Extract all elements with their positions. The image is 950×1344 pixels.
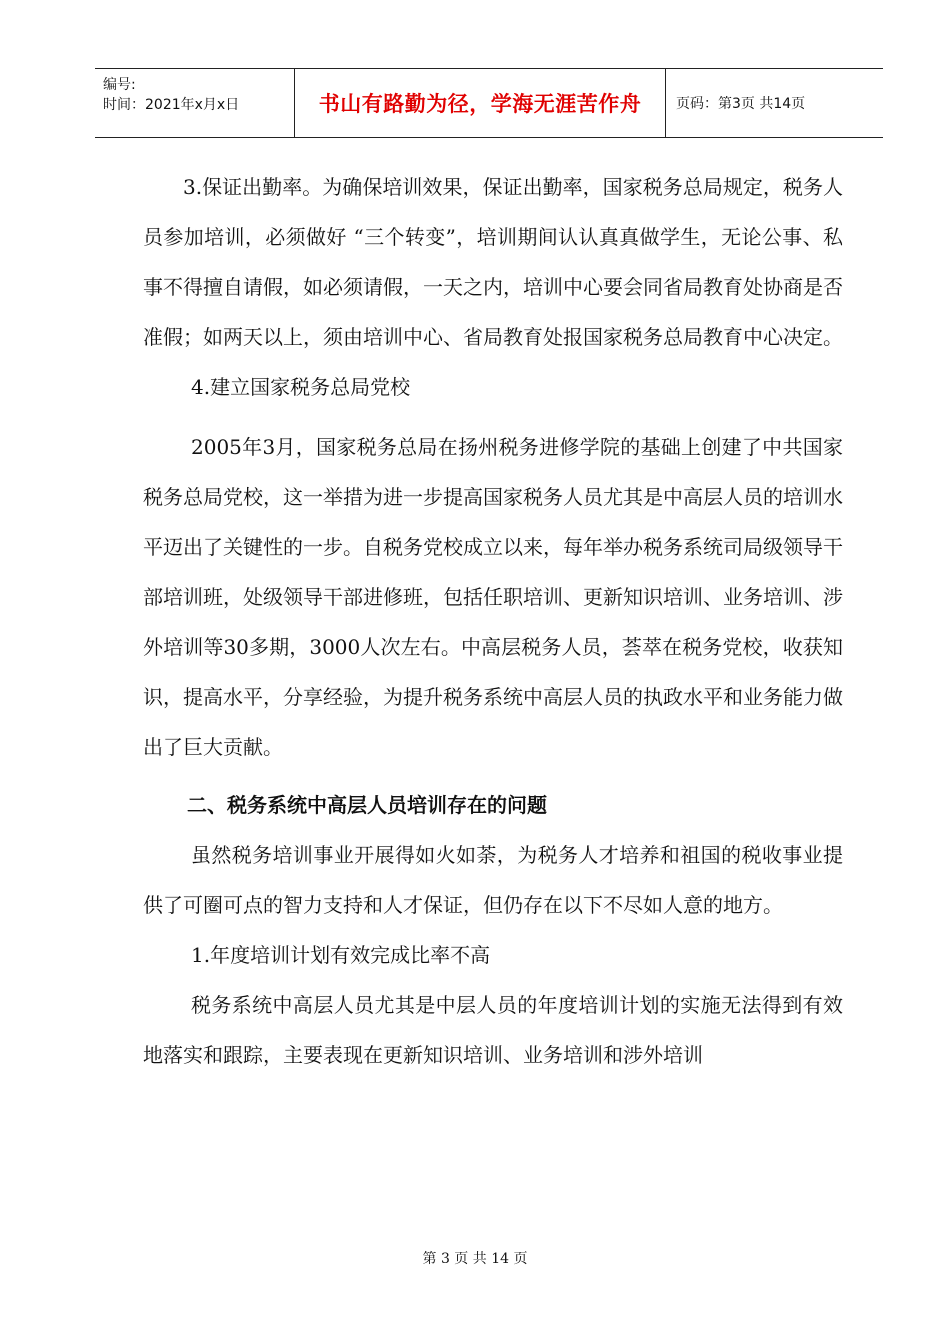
header-meta-cell — [95, 69, 295, 137]
paragraph-problems-intro: 虽然税务培训事业开展得如火如荼，为税务人才培养和祖国的税收事业提供了可圈可点的智力支持和人才保证，但仍存在以下不尽如人意的地方。 — [143, 843, 843, 917]
paragraph-attendance: 3.保证出勤率。为确保培训效果，保证出勤率，国家税务总局规定，税务人员参加培训，必须做好 “三个转变”，培训期间认认真真做学生，无论公事、私事不得擅自请假，如必须请假，一天之内，培训中心要会同省局教育处协商是否准假；如两天以上，须由培训中心、省局教育处报国家税务总局教育中心决定。 — [143, 175, 843, 349]
page-header — [95, 68, 883, 138]
document-body — [143, 162, 843, 1080]
header-motto: 书山有路勤为径，学海无涯苦作舟 — [295, 69, 666, 137]
page-footer: 第 3 页 共 14 页 — [422, 1251, 528, 1267]
subheading-plan-completion: 1.年度培训计划有效完成比率不高 — [191, 943, 491, 967]
paragraph-plan-completion: 税务系统中高层人员尤其是中层人员的年度培训计划的实施无法得到有效地落实和跟踪，主要表现在更新知识培训、业务培训和涉外培训 — [143, 993, 843, 1067]
document-time-label: 时间：2021年x月x日 — [103, 97, 240, 113]
section-heading-problems: 二、税务系统中高层人员培训存在的问题 — [187, 793, 547, 817]
header-page-info: 页码：第3页 共14页 — [676, 96, 806, 112]
document-number-label: 编号: — [103, 77, 136, 93]
subheading-party-school: 4.建立国家税务总局党校 — [191, 375, 411, 399]
paragraph-party-school: 2005年3月，国家税务总局在扬州税务进修学院的基础上创建了中共国家税务总局党校，这一举措为进一步提高国家税务人员尤其是中高层人员的培训水平迈出了关键性的一步。自税务党校成立以来，每年举办税务系统司局级领导干部培训班，处级领导干部进修班，包括任职培训、更新知识培训、业务培训、涉外培训等30多期，3000人次左右。中高层税务人员，荟萃在税务党校，收获知识，提高水平，分享经验，为提升税务系统中高层人员的执政水平和业务能力做出了巨大贡献。 — [143, 435, 843, 759]
